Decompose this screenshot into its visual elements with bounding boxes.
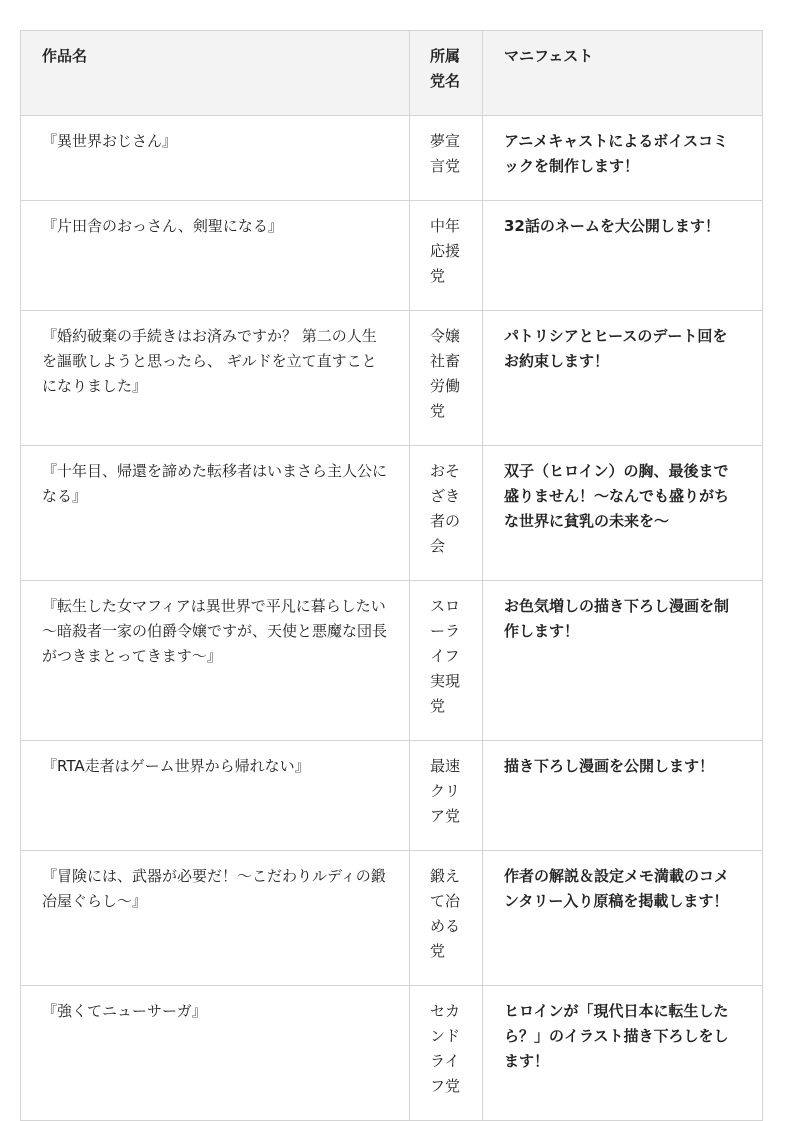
table-row	[21, 116, 763, 201]
manifesto-cell: 作者の解説＆設定メモ満載のコメンタリー入り原稿を掲載します！	[483, 851, 763, 986]
table-row	[21, 581, 763, 741]
work-title-cell: 『RTA走者はゲーム世界から帰れない』	[21, 741, 410, 851]
manifesto-cell: ヒロインが「現代日本に転生したら？」のイラスト描き下ろしをします！	[483, 986, 763, 1121]
table-row	[21, 986, 763, 1121]
party-name-cell: 最速クリア党	[410, 741, 483, 851]
manifesto-cell: お色気増しの描き下ろし漫画を制作します！	[483, 581, 763, 741]
table-row	[21, 446, 763, 581]
work-title-cell: 『強くてニューサーガ』	[21, 986, 410, 1121]
manifesto-cell: 描き下ろし漫画を公開します！	[483, 741, 763, 851]
work-title-cell: 『異世界おじさん』	[21, 116, 410, 201]
table-row	[21, 311, 763, 446]
work-title-cell: 『婚約破棄の手続きはお済みですか？ 第二の人生を謳歌しようと思ったら、 ギルドを立て直すことになりました』	[21, 311, 410, 446]
work-title-cell: 『転生した女マフィアは異世界で平凡に暮らしたい ～暗殺者一家の伯爵令嬢ですが、天使と悪魔な団長がつきまとってきます～』	[21, 581, 410, 741]
party-name-cell: 令嬢社畜労働党	[410, 311, 483, 446]
manifesto-table	[20, 30, 763, 1121]
work-title-cell: 『片田舎のおっさん、剣聖になる』	[21, 201, 410, 311]
table-header	[21, 31, 763, 116]
manifesto-cell: アニメキャストによるボイスコミックを制作します！	[483, 116, 763, 201]
manifesto-cell: パトリシアとヒースのデート回をお約束します！	[483, 311, 763, 446]
party-name-cell: 中年応援党	[410, 201, 483, 311]
manifesto-cell: 32話のネームを大公開します！	[483, 201, 763, 311]
table-row	[21, 741, 763, 851]
party-name-cell: セカンドライフ党	[410, 986, 483, 1121]
header-work: 作品名	[21, 31, 410, 116]
party-name-cell: 鍛えて冶める党	[410, 851, 483, 986]
party-name-cell: おそざき者の会	[410, 446, 483, 581]
party-name-cell: 夢宣言党	[410, 116, 483, 201]
manifesto-cell: 双子（ヒロイン）の胸、最後まで盛りません！～なんでも盛りがちな世界に貧乳の未来を～	[483, 446, 763, 581]
party-name-cell: スローライフ実現党	[410, 581, 483, 741]
table-body	[21, 116, 763, 1121]
header-party: 所属党名	[410, 31, 483, 116]
table-row	[21, 201, 763, 311]
work-title-cell: 『十年目、帰還を諦めた転移者はいまさら主人公になる』	[21, 446, 410, 581]
header-row	[21, 31, 763, 116]
work-title-cell: 『冒険には、武器が必要だ！～こだわりルディの鍛冶屋ぐらし～』	[21, 851, 410, 986]
header-manifesto: マニフェスト	[483, 31, 763, 116]
table-row	[21, 851, 763, 986]
